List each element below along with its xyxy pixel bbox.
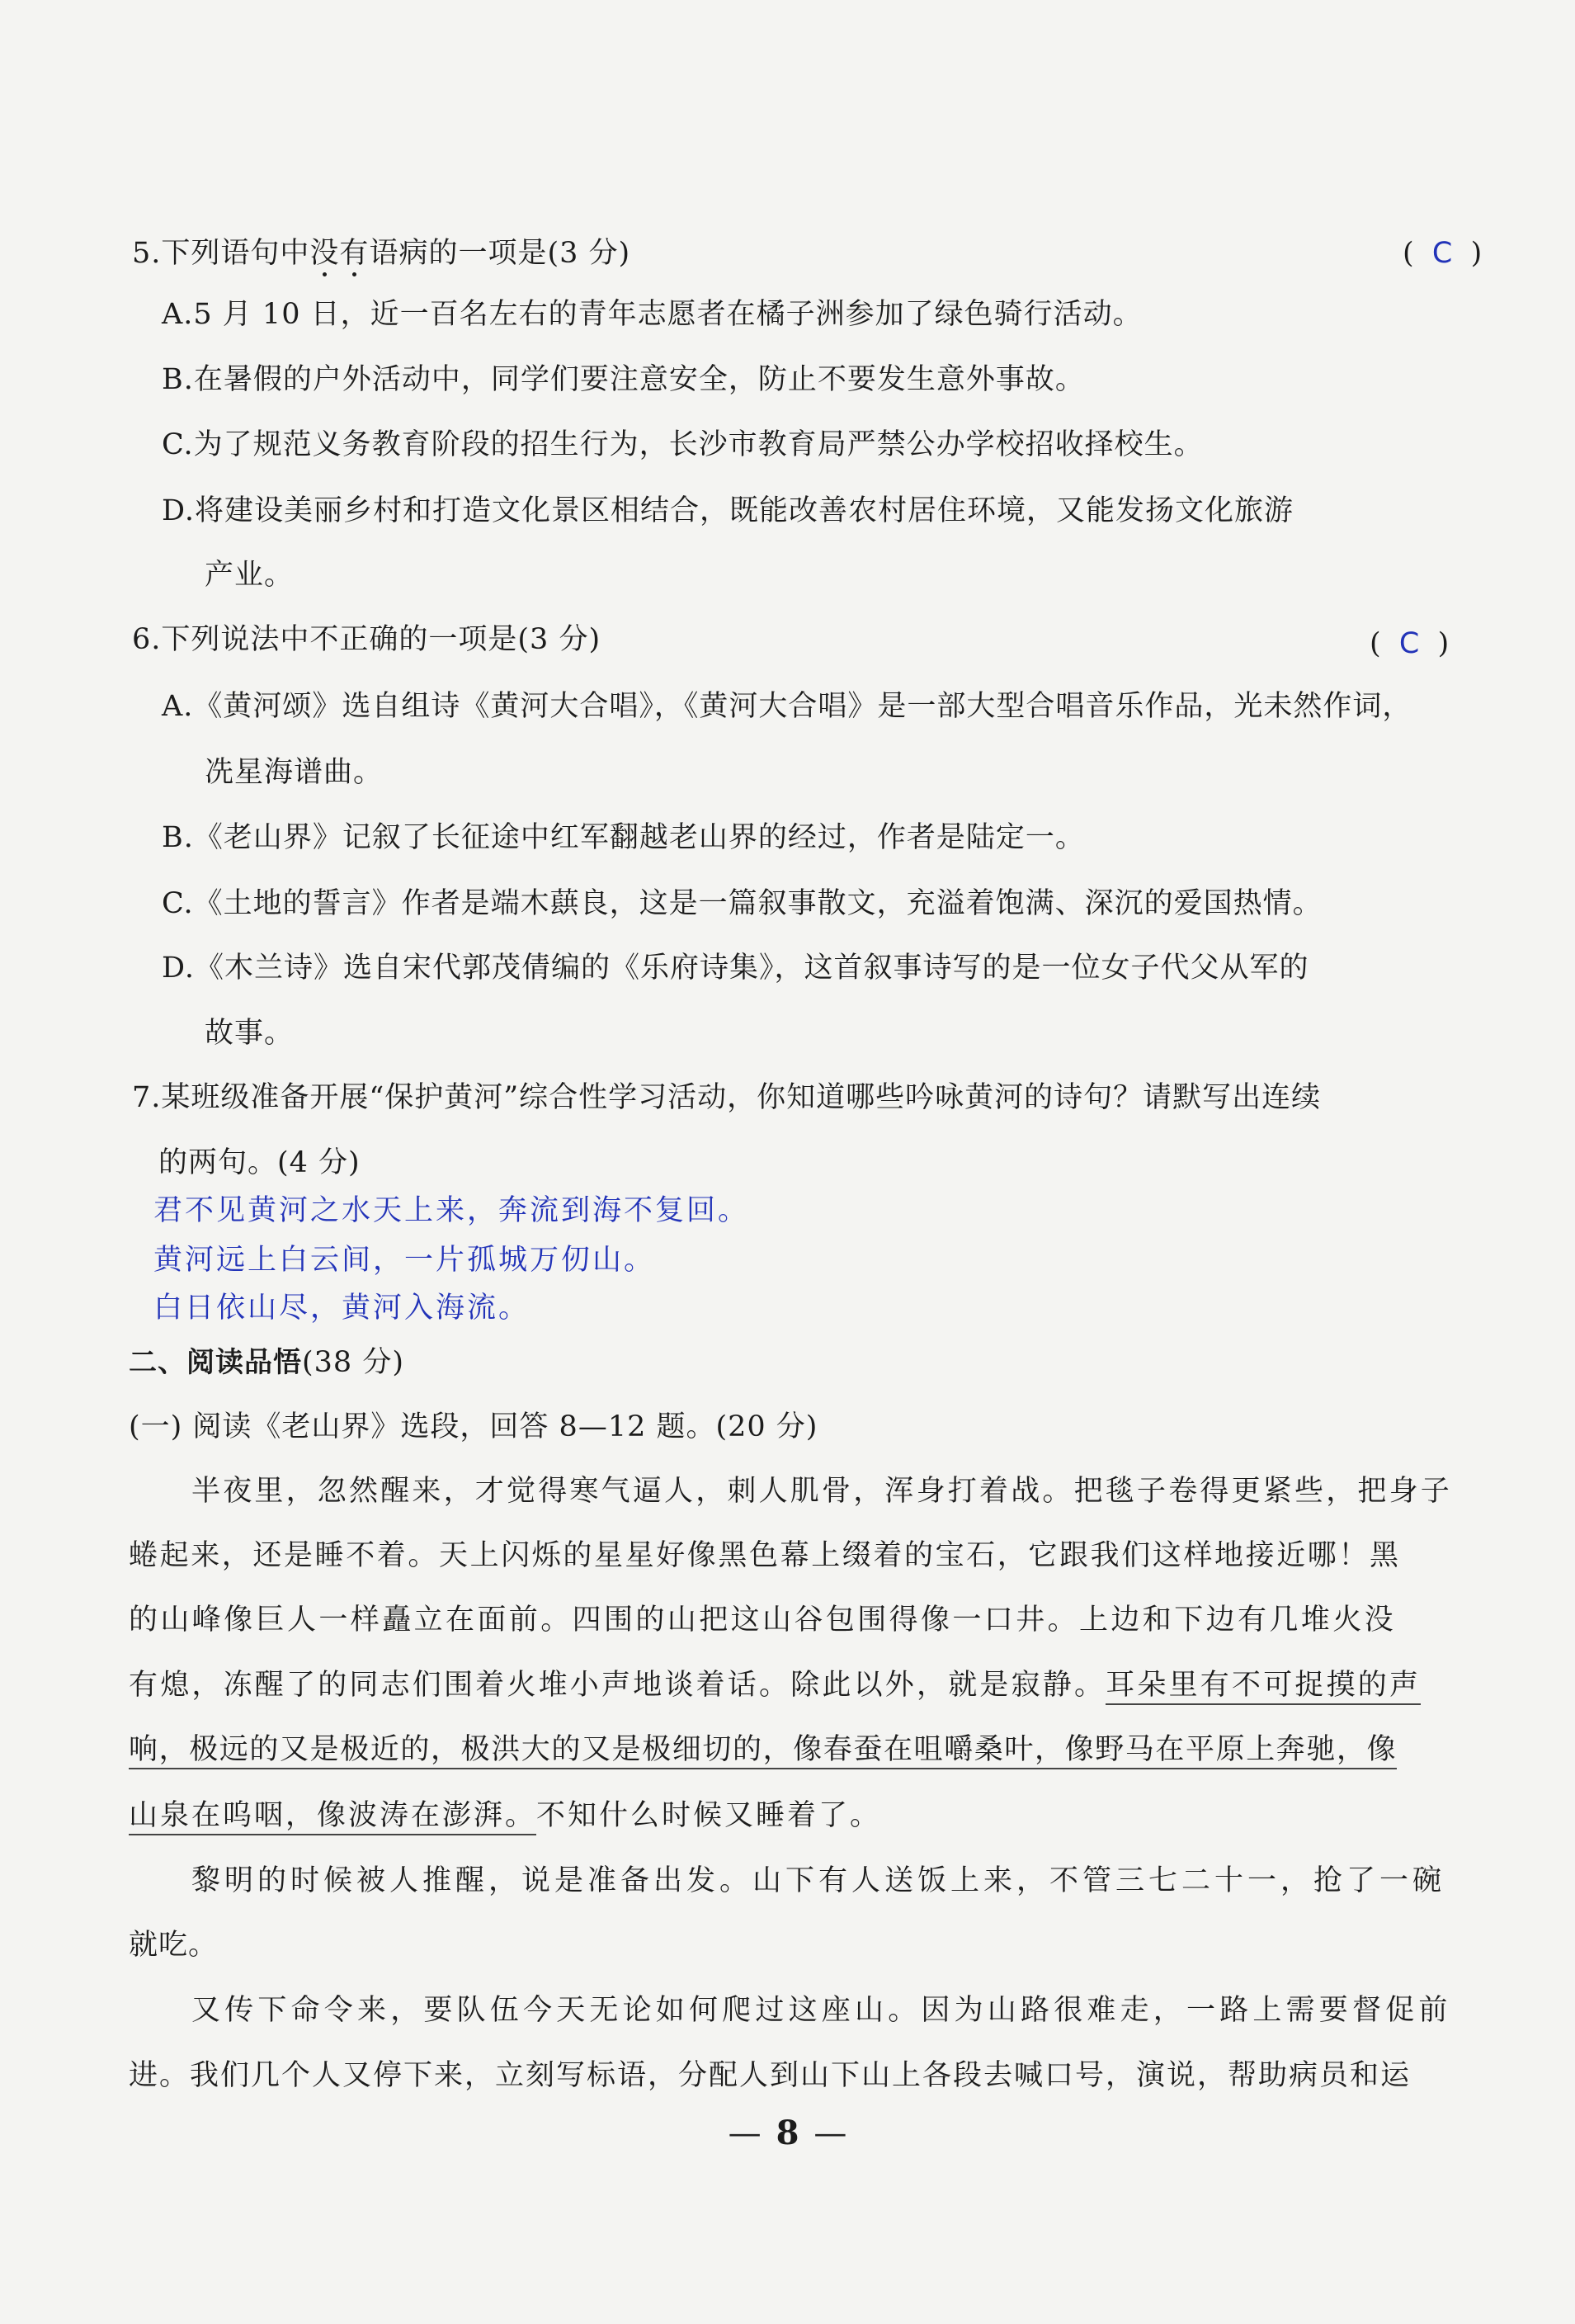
q6-option-d: D.《木兰诗》选自宋代郭茂倩编的《乐府诗集》，这首叙事诗写的是一位女子代父从军的: [162, 952, 1309, 985]
q7-answer-line: 白日依山尽，黄河入海流。: [153, 1292, 531, 1325]
q7-stem: 7.某班级准备开展“保护黄河”综合性学习活动，你知道哪些吟咏黄河的诗句？请默写出连续: [132, 1081, 1322, 1114]
page-number: [0, 2113, 1575, 2154]
underlined-sentence: 响，极远的又是极近的，极洪大的又是极细切的，像春蚕在咀嚼桑叶，像野马在平原上奔驰，像: [129, 1733, 1397, 1769]
q5-answer: C: [1431, 237, 1453, 270]
q7-stem-cont: 的两句。(4 分): [158, 1146, 361, 1179]
q6-option-a: A.《黄河颂》选自组诗《黄河大合唱》，《黄河大合唱》是一部大型合唱音乐作品，光未然作词，: [162, 690, 1412, 723]
q6-answer: C: [1398, 627, 1420, 660]
page-number-value: 8: [776, 2114, 799, 2152]
q5-stem-text: 5.下列语句中: [132, 237, 310, 270]
q6-option-d-cont: 故事。: [205, 1017, 295, 1050]
q7-answer-line: 黄河远上白云间，一片孤城万仞山。: [153, 1244, 656, 1277]
q5-stem: [132, 234, 630, 272]
emphasis-mark: 没: [309, 237, 340, 270]
passage-line: [129, 1666, 1421, 1704]
q5-option-a: A.5 月 10 日，近一百名左右的青年志愿者在橘子洲参加了绿色骑行活动。: [162, 298, 1143, 331]
page-number-dash: —: [728, 2114, 762, 2152]
q5-option-d: D.将建设美丽乡村和打造文化景区相结合，既能改善农村居住环境，又能发扬文化旅游: [162, 494, 1294, 527]
passage-line: 进。我们几个人又停下来，立刻写标语，分配人到山下山上各段去喊口号，演说，帮助病员和运: [129, 2059, 1412, 2092]
reading-intro: (一) 阅读《老山界》选段，回答 8—12 题。(20 分): [129, 1410, 818, 1443]
q6-option-a-cont: 冼星海谱曲。: [205, 756, 384, 789]
q5-option-d-cont: 产业。: [205, 559, 295, 592]
section-score: (38 分): [302, 1346, 404, 1379]
q6-answer-bracket: ( C ): [1370, 627, 1450, 660]
underlined-sentence: 耳朵里有不可捉摸的声: [1106, 1669, 1421, 1705]
q5-answer-bracket: ( C ): [1403, 237, 1483, 270]
section-title: 二、阅读品悟: [129, 1346, 302, 1379]
q5-stem-text: 语病的一项是(3 分): [369, 237, 631, 270]
passage-text: 不知什么时候又睡着了。: [536, 1799, 882, 1832]
section-heading: [129, 1344, 404, 1382]
q7-answer-line: 君不见黄河之水天上来，奔流到海不复回。: [153, 1194, 750, 1227]
page-number-dash: —: [813, 2114, 847, 2152]
passage-line: [129, 1731, 1397, 1769]
passage-line: 就吃。: [129, 1929, 219, 1962]
q6-option-b: B.《老山界》记叙了长征途中红军翻越老山界的经过，作者是陆定一。: [162, 821, 1085, 854]
passage-line: 半夜里，忽然醒来，才觉得寒气逼人，刺人肌骨，浑身打着战。把毯子卷得更紧些，把身子: [191, 1475, 1453, 1508]
q6-stem: 6.下列说法中不正确的一项是(3 分): [132, 623, 601, 656]
passage-line: 又传下命令来，要队伍今天无论如何爬过这座山。因为山路很难走，一路上需要督促前: [191, 1994, 1452, 2027]
q6-option-c: C.《土地的誓言》作者是端木蕻良，这是一篇叙事散文，充溢着饱满、深沉的爱国热情。: [162, 887, 1323, 920]
passage-line: 的山峰像巨人一样矗立在面前。四围的山把这山谷包围得像一口井。上边和下边有几堆火没: [129, 1604, 1397, 1637]
passage-line: 蜷起来，还是睡不着。天上闪烁的星星好像黑色幕上缀着的宝石，它跟我们这样地接近哪！黑: [129, 1539, 1401, 1572]
q5-option-c: C.为了规范义务教育阶段的招生行为，长沙市教育局严禁公办学校招收择校生。: [162, 428, 1204, 461]
emphasis-mark: 有: [339, 237, 370, 270]
passage-line: [129, 1797, 881, 1835]
passage-text: 有熄，冻醒了的同志们围着火堆小声地谈着话。除此以外，就是寂静。: [129, 1669, 1106, 1702]
underlined-sentence: 山泉在呜咽，像波涛在澎湃。: [129, 1799, 536, 1835]
passage-line: 黎明的时候被人推醒，说是准备出发。山下有人送饭上来，不管三七二十一，抢了一碗: [191, 1864, 1446, 1897]
q5-option-b: B.在暑假的户外活动中，同学们要注意安全，防止不要发生意外事故。: [162, 363, 1085, 396]
